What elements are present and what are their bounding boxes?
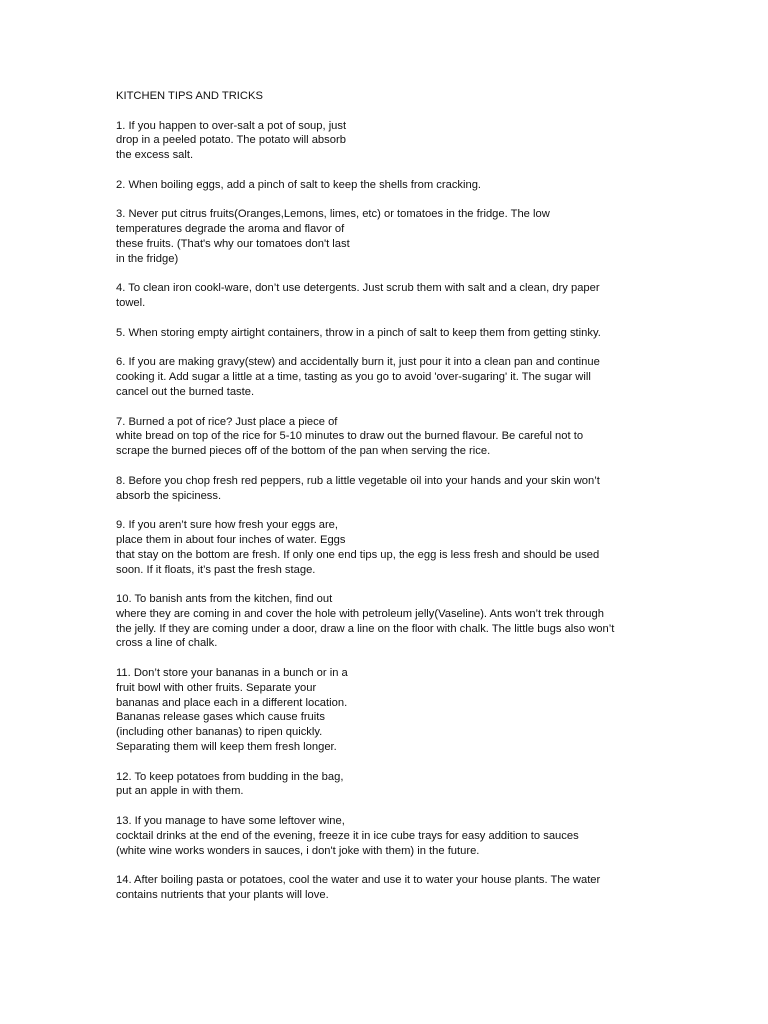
tip-line: 5. When storing empty airtight containers, throw in a pinch of salt to keep them from getting stinky. [116,326,601,339]
tip-line: 6. If you are making gravy(stew) and accidentally burn it, just pour it into a clean pan and continue [116,356,600,369]
tip-line: temperatures degrade the aroma and flavor of [116,223,345,236]
tip-paragraph [116,415,656,459]
tip-line: absorb the spiciness. [116,489,222,502]
tip-line: 8. Before you chop fresh red peppers, rub a little vegetable oil into your hands and your skin won’t [116,474,600,487]
tip-paragraph [116,119,656,163]
tip-paragraph [116,355,656,399]
tip-line: 7. Burned a pot of rice? Just place a piece of [116,415,338,428]
tip-line: 3. Never put citrus fruits(Oranges,Lemons, limes, etc) or tomatoes in the fridge. The low [116,208,550,221]
tip-line: fruit bowl with other fruits. Separate your [116,681,317,694]
tip-paragraph [116,592,656,651]
tip-line: Separating them will keep them fresh longer. [116,741,337,754]
tip-line: 14. After boiling pasta or potatoes, cool the water and use it to water your house plants. The water [116,874,601,887]
tip-paragraph [116,326,656,341]
tip-line: soon. If it floats, it’s past the fresh stage. [116,563,316,576]
tip-line: 1. If you happen to over-salt a pot of soup, just [116,119,347,132]
tip-line: cross a line of chalk. [116,637,218,650]
tip-line: (including other bananas) to ripen quickly. [116,726,323,739]
tip-paragraph [116,207,656,266]
tip-line: scrape the burned pieces off of the bottom of the pan when serving the rice. [116,445,491,458]
tip-paragraph [116,518,656,577]
tip-line: 10. To banish ants from the kitchen, find out [116,593,333,606]
document-title: KITCHEN TIPS AND TRICKS [116,90,263,102]
tip-line: drop in a peeled potato. The potato will absorb [116,134,346,147]
tip-line: 11. Don’t store your bananas in a bunch or in a [116,667,348,680]
tip-line: in the fridge) [116,252,179,265]
tips-list [116,119,656,903]
tip-paragraph [116,281,656,311]
tip-line: where they are coming in and cover the hole with petroleum jelly(Vaseline). Ants won’t trek through [116,607,604,620]
tip-line: cooking it. Add sugar a little at a time, tasting as you go to avoid 'over-sugaring' it. The sugar will [116,371,591,384]
tip-line: towel. [116,297,146,310]
tip-line: 4. To clean iron cookl-ware, don’t use detergents. Just scrub them with salt and a clean, dry paper [116,282,600,295]
tip-line: 13. If you manage to have some leftover wine, [116,815,345,828]
tip-line: that stay on the bottom are fresh. If only one end tips up, the egg is less fresh and should be used [116,548,600,561]
tip-paragraph [116,666,656,755]
tip-line: put an apple in with them. [116,785,244,798]
document-page [116,89,656,918]
tip-line: contains nutrients that your plants will love. [116,889,329,902]
tip-line: 2. When boiling eggs, add a pinch of salt to keep the shells from cracking. [116,178,482,191]
tip-line: cocktail drinks at the end of the evening, freeze it in ice cube trays for easy addition to sauces [116,829,579,842]
tip-line: place them in about four inches of water. Eggs [116,533,346,546]
tip-paragraph [116,770,656,800]
tip-paragraph [116,178,656,193]
tip-paragraph [116,873,656,903]
tip-line: 9. If you aren’t sure how fresh your eggs are, [116,519,339,532]
tip-paragraph [116,814,656,858]
tip-line: these fruits. (That's why our tomatoes don't last [116,237,350,250]
tip-line: bananas and place each in a different location. [116,696,348,709]
tip-line: (white wine works wonders in sauces, i don't joke with them) in the future. [116,844,480,857]
tip-line: the jelly. If they are coming under a door, draw a line on the floor with chalk. The little bugs also won’t [116,622,615,635]
tip-line: Bananas release gases which cause fruits [116,711,325,724]
tip-paragraph [116,474,656,504]
tip-line: the excess salt. [116,149,194,162]
tip-line: 12. To keep potatoes from budding in the bag, [116,770,344,783]
tip-line: white bread on top of the rice for 5-10 minutes to draw out the burned flavour. Be careful not to [116,430,584,443]
tip-line: cancel out the burned taste. [116,385,255,398]
